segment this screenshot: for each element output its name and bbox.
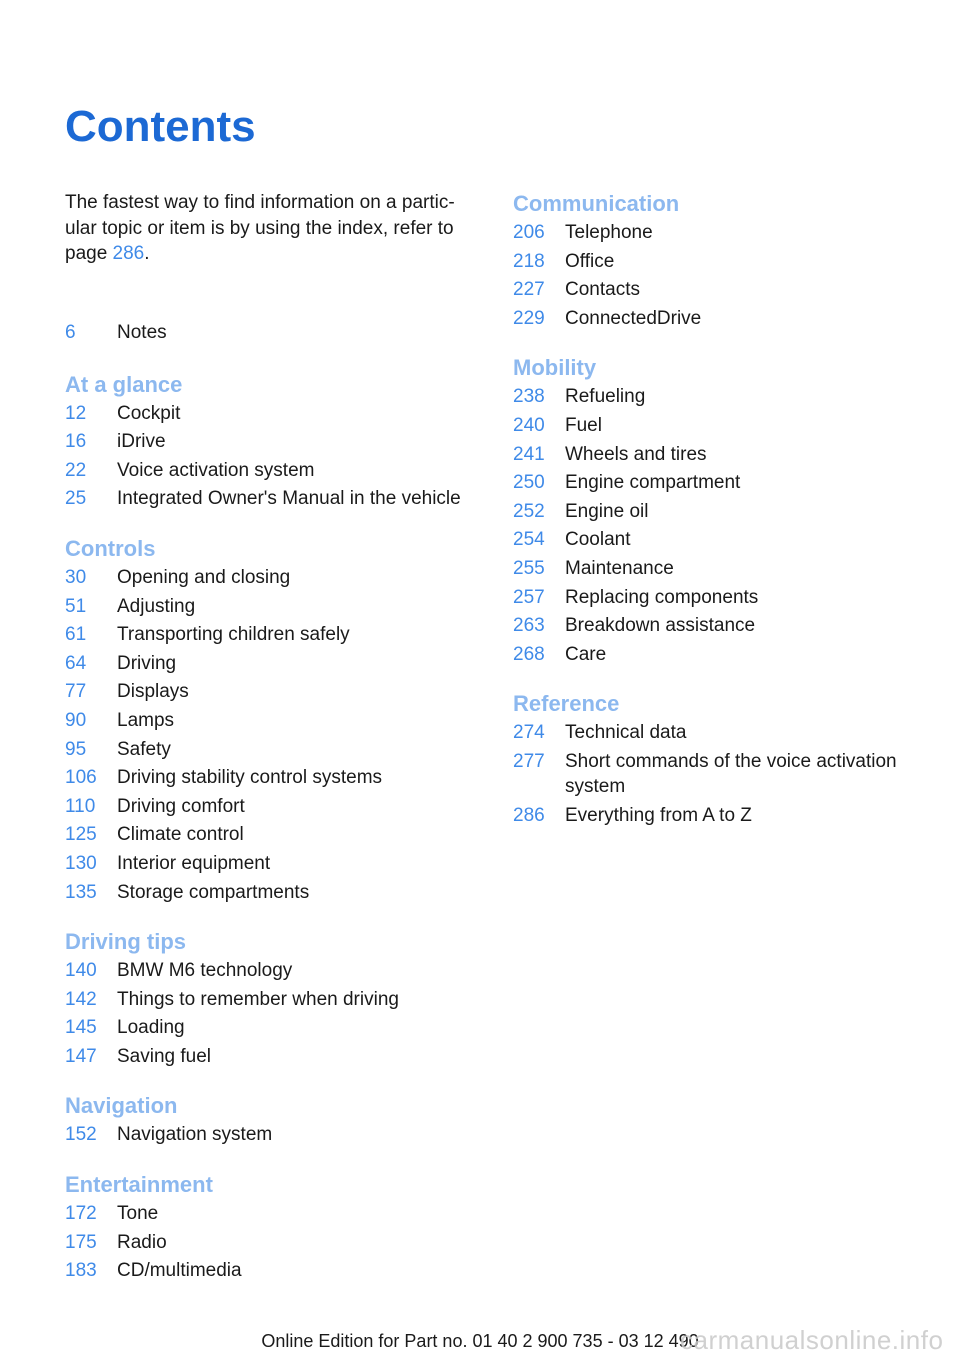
- toc-page-number: 61: [65, 624, 87, 646]
- toc-entry[interactable]: [513, 747, 933, 801]
- toc-entry-label: Storage compartments: [117, 881, 310, 903]
- toc-page-number: 257: [513, 586, 545, 608]
- toc-page-number: 152: [65, 1124, 97, 1146]
- toc-section: [513, 190, 933, 332]
- toc-entry[interactable]: [513, 801, 933, 830]
- toc-page-number: 12: [65, 402, 87, 424]
- toc-entry[interactable]: [65, 792, 485, 821]
- toc-page-number: 135: [65, 881, 97, 903]
- toc-page-number: 16: [65, 431, 87, 453]
- toc-right-column: [513, 190, 933, 851]
- toc-entry[interactable]: [65, 677, 485, 706]
- toc-page-number: 90: [65, 709, 87, 731]
- toc-page-number: 286: [513, 804, 545, 826]
- toc-page-number: 110: [65, 795, 96, 817]
- toc-entry[interactable]: [65, 985, 485, 1014]
- toc-entry-label: Integrated Owner's Manual in the vehicle: [117, 488, 461, 510]
- toc-page-number: 142: [65, 988, 97, 1010]
- section-title: Navigation: [65, 1093, 178, 1119]
- toc-entry[interactable]: [513, 275, 933, 304]
- toc-page-number: 106: [65, 767, 97, 789]
- toc-entry-label: Coolant: [565, 529, 631, 551]
- section-title: Controls: [65, 535, 156, 561]
- toc-entry[interactable]: [65, 849, 485, 878]
- toc-entry-notes[interactable]: [65, 318, 485, 347]
- watermark-text: carmanualsonline.info: [680, 1325, 944, 1355]
- toc-entry[interactable]: [513, 411, 933, 440]
- toc-entry-label: Things to remember when driving: [117, 988, 399, 1010]
- toc-page-number: 274: [513, 722, 545, 744]
- toc-entry[interactable]: [513, 554, 933, 583]
- toc-entry-label: Tone: [117, 1203, 159, 1225]
- toc-entry[interactable]: [513, 468, 933, 497]
- toc-entry-label: Driving comfort: [117, 795, 245, 817]
- toc-entry[interactable]: [513, 247, 933, 276]
- toc-entry[interactable]: [65, 706, 485, 735]
- toc-entry-label: Voice activation system: [117, 459, 315, 481]
- toc-entry[interactable]: [513, 382, 933, 411]
- toc-page-number: 130: [65, 852, 97, 874]
- toc-entry[interactable]: [513, 583, 933, 612]
- toc-page-number: 241: [513, 443, 545, 465]
- toc-entry[interactable]: [65, 427, 485, 456]
- toc-entry-label: Refueling: [565, 386, 646, 408]
- toc-entry[interactable]: [65, 1042, 485, 1071]
- toc-entry-label: Telephone: [565, 222, 653, 243]
- toc-entry-label: Radio: [117, 1231, 167, 1253]
- toc-section: [65, 928, 485, 1070]
- toc-entry[interactable]: [65, 649, 485, 678]
- toc-entry[interactable]: [65, 763, 485, 792]
- toc-entry-label: Replacing components: [565, 586, 759, 608]
- toc-entry-label: Driving: [117, 652, 177, 674]
- toc-entry[interactable]: [513, 218, 933, 247]
- toc-page-number: 175: [65, 1231, 97, 1253]
- toc-entry[interactable]: [65, 1120, 485, 1149]
- toc-entry-label: Saving fuel: [117, 1045, 212, 1067]
- toc-page-number: 263: [513, 615, 545, 637]
- toc-page-number: 95: [65, 738, 87, 760]
- section-title: Entertainment: [65, 1172, 213, 1198]
- toc-entry-label: Safety: [117, 738, 171, 760]
- toc-entry-label: Loading: [117, 1017, 185, 1039]
- toc-entry-label: Lamps: [117, 709, 175, 731]
- toc-entry-label: Driving stability control systems: [117, 767, 383, 789]
- toc-entry[interactable]: [65, 563, 485, 592]
- toc-page-number: 250: [513, 472, 545, 494]
- toc-entry[interactable]: [513, 497, 933, 526]
- intro-end: .: [144, 243, 150, 264]
- toc-page-number: 227: [513, 279, 545, 301]
- toc-entry-label: BMW M6 technology: [117, 960, 293, 982]
- toc-section: [65, 1092, 485, 1149]
- toc-page-number: 125: [65, 824, 97, 846]
- section-title: Reference: [513, 691, 620, 717]
- toc-section: [65, 535, 485, 906]
- toc-section: [65, 371, 485, 513]
- toc-entry-label: Technical data: [565, 722, 687, 744]
- toc-page-number: 25: [65, 488, 87, 510]
- toc-page-number: 147: [65, 1045, 97, 1067]
- toc-entry[interactable]: [65, 456, 485, 485]
- index-page-link[interactable]: 286: [112, 243, 145, 264]
- toc-page-number: 172: [65, 1203, 97, 1225]
- toc-entry-label: Short commands of the voice activation system: [565, 750, 897, 797]
- toc-section: [513, 690, 933, 829]
- toc-entry-label: Cockpit: [117, 402, 181, 424]
- toc-entry[interactable]: [65, 735, 485, 764]
- toc-entry-label: Engine oil: [565, 500, 649, 522]
- toc-entry-label: Fuel: [565, 414, 602, 436]
- toc-entry[interactable]: [65, 399, 485, 428]
- toc-page-number: 255: [513, 557, 545, 579]
- toc-entry[interactable]: [65, 592, 485, 621]
- toc-entry-label: Interior equipment: [117, 852, 271, 874]
- toc-entry[interactable]: [513, 525, 933, 554]
- section-title: Driving tips: [65, 929, 187, 955]
- toc-page-number: 77: [65, 681, 87, 703]
- toc-entry-label: Navigation system: [117, 1124, 273, 1146]
- toc-left-column: [65, 318, 485, 1307]
- toc-entry[interactable]: [513, 640, 933, 669]
- toc-entry[interactable]: [513, 304, 933, 333]
- toc-page-number: 6: [65, 322, 76, 343]
- toc-entry-label: Everything from A to Z: [565, 804, 752, 826]
- toc-page-number: 22: [65, 459, 87, 481]
- toc-entry[interactable]: [513, 718, 933, 747]
- toc-entry-label: Climate control: [117, 824, 244, 846]
- toc-page-number: 30: [65, 566, 87, 588]
- toc-entry-label: Displays: [117, 681, 189, 703]
- toc-page-number: 183: [65, 1260, 97, 1282]
- toc-page-number: 145: [65, 1017, 97, 1039]
- toc-section: [65, 1171, 485, 1285]
- toc-page-number: 218: [513, 250, 545, 272]
- toc-entry[interactable]: [513, 440, 933, 469]
- toc-right-sections: [513, 190, 933, 829]
- toc-page-number: 254: [513, 529, 545, 551]
- toc-entry[interactable]: [65, 1256, 485, 1285]
- toc-entry-label: Engine compartment: [565, 472, 741, 494]
- toc-entry-label: Adjusting: [117, 595, 196, 617]
- toc-section: [513, 354, 933, 668]
- page-title: Contents: [65, 102, 256, 151]
- toc-page-number: 240: [513, 414, 545, 436]
- toc-page-number: 268: [513, 643, 545, 665]
- toc-page-number: 277: [513, 750, 545, 772]
- toc-entry-label: Notes: [117, 322, 167, 343]
- toc-entry-label: ConnectedDrive: [565, 307, 702, 329]
- toc-entry-label: Maintenance: [565, 557, 674, 579]
- toc-entry-label: Breakdown assistance: [565, 615, 756, 637]
- section-title: Communication: [513, 191, 680, 216]
- toc-entry[interactable]: [65, 1199, 485, 1228]
- toc-entry-label: Opening and closing: [117, 566, 291, 588]
- toc-entry-label: Wheels and tires: [565, 443, 707, 465]
- toc-page-number: 64: [65, 652, 87, 674]
- toc-entry[interactable]: [65, 1013, 485, 1042]
- toc-page-number: 51: [65, 595, 87, 617]
- toc-page-number: 238: [513, 386, 545, 408]
- toc-page-number: 252: [513, 500, 545, 522]
- toc-entry[interactable]: [513, 611, 933, 640]
- toc-entry[interactable]: [65, 956, 485, 985]
- toc-entry-label: CD/multimedia: [117, 1260, 242, 1282]
- toc-entry-label: Transporting children safely: [117, 624, 350, 646]
- toc-entry[interactable]: [65, 484, 485, 513]
- toc-page-number: 206: [513, 222, 545, 243]
- page-footer: Online Edition for Part no. 01 40 2 900 735 - 03 12 490: [261, 1331, 699, 1351]
- toc-entry-label: Care: [565, 643, 607, 665]
- toc-entry[interactable]: [65, 878, 485, 907]
- section-title: At a glance: [65, 371, 183, 397]
- toc-entry-label: iDrive: [117, 431, 166, 453]
- toc-entry[interactable]: [65, 820, 485, 849]
- section-title: Mobility: [513, 355, 597, 381]
- toc-page-number: 229: [513, 307, 545, 329]
- toc-left-sections: [65, 371, 485, 1285]
- toc-entry[interactable]: [65, 1228, 485, 1257]
- intro-paragraph: [65, 190, 480, 267]
- toc-entry-label: Office: [565, 250, 615, 272]
- intro-text: The fastest way to find information on a partic- ular topic or item is by using the index, refer to page: [65, 192, 455, 264]
- toc-entry[interactable]: [65, 620, 485, 649]
- toc-entry-label: Contacts: [565, 279, 640, 301]
- toc-page-number: 140: [65, 960, 97, 982]
